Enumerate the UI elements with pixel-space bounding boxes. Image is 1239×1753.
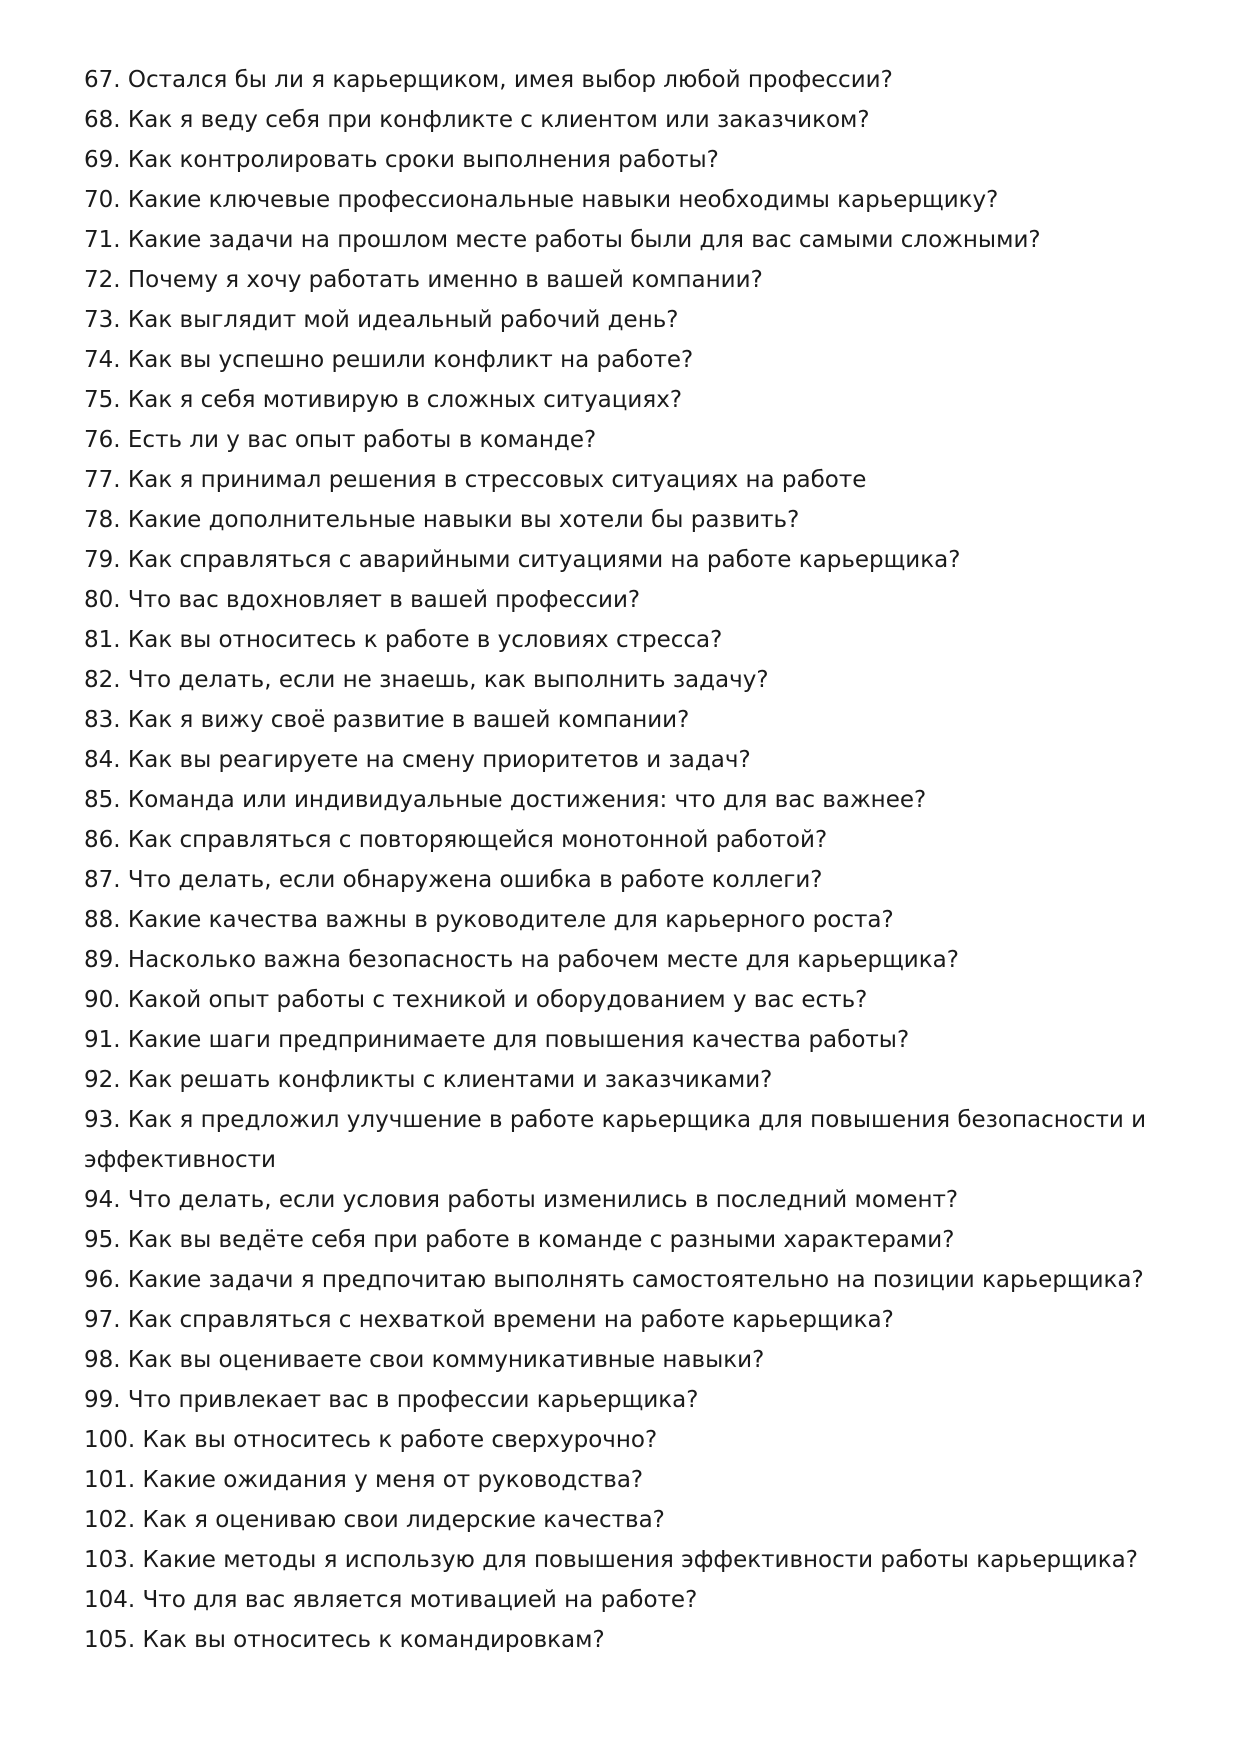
question-number: 86.: [84, 827, 121, 853]
question-text: Что привлекает вас в профессии карьерщика?: [127, 1387, 699, 1413]
question-number: 73.: [84, 307, 121, 333]
question-number: 76.: [84, 427, 121, 453]
question-number: 90.: [84, 987, 121, 1013]
question-number: 80.: [84, 587, 121, 613]
question-item: [84, 140, 1164, 180]
question-number: 84.: [84, 747, 121, 773]
question-item: [84, 1620, 1164, 1660]
question-text: Как я вижу своё развитие в вашей компании?: [127, 707, 690, 733]
question-item: [84, 380, 1164, 420]
question-number: 83.: [84, 707, 121, 733]
question-text: Как вы относитесь к командировкам?: [142, 1627, 605, 1653]
question-item: [84, 620, 1164, 660]
question-number: 99.: [84, 1387, 121, 1413]
question-text: Как справляться с аварийными ситуациями на работе карьерщика?: [127, 547, 961, 573]
question-item: [84, 1100, 1164, 1180]
question-text: Как я оцениваю свои лидерские качества?: [142, 1507, 665, 1533]
question-number: 95.: [84, 1227, 121, 1253]
question-text: Какие ожидания у меня от руководства?: [142, 1467, 644, 1493]
question-item: [84, 660, 1164, 700]
question-number: 85.: [84, 787, 121, 813]
question-number: 77.: [84, 467, 121, 493]
question-text: Какие качества важны в руководителе для карьерного роста?: [127, 907, 894, 933]
question-item: [84, 1260, 1164, 1300]
question-number: 82.: [84, 667, 121, 693]
question-number: 89.: [84, 947, 121, 973]
question-item: [84, 1500, 1164, 1540]
question-item: [84, 220, 1164, 260]
question-number: 79.: [84, 547, 121, 573]
question-item: [84, 1420, 1164, 1460]
question-text: Что для вас является мотивацией на работе?: [142, 1587, 698, 1613]
question-number: 72.: [84, 267, 121, 293]
question-item: [84, 1060, 1164, 1100]
question-text: Как вы успешно решили конфликт на работе?: [127, 347, 694, 373]
question-number: 78.: [84, 507, 121, 533]
question-item: [84, 1460, 1164, 1500]
question-text: Как вы ведёте себя при работе в команде с разными характерами?: [127, 1227, 955, 1253]
question-item: [84, 300, 1164, 340]
question-item: [84, 820, 1164, 860]
question-item: [84, 1300, 1164, 1340]
question-item: [84, 460, 1164, 500]
question-item: [84, 260, 1164, 300]
question-number: 91.: [84, 1027, 121, 1053]
question-text: Какие задачи на прошлом месте работы были для вас самыми сложными?: [127, 227, 1041, 253]
question-item: [84, 1180, 1164, 1220]
question-item: [84, 1020, 1164, 1060]
question-item: [84, 1380, 1164, 1420]
question-number: 97.: [84, 1307, 121, 1333]
question-item: [84, 340, 1164, 380]
question-number: 93.: [84, 1107, 121, 1133]
question-item: [84, 60, 1164, 100]
question-item: [84, 1540, 1164, 1580]
question-text: Как справляться с нехваткой времени на работе карьерщика?: [127, 1307, 894, 1333]
question-text: Как я себя мотивирую в сложных ситуациях?: [127, 387, 683, 413]
question-number: 87.: [84, 867, 121, 893]
question-number: 74.: [84, 347, 121, 373]
question-text: Какой опыт работы с техникой и оборудованием у вас есть?: [127, 987, 868, 1013]
question-item: [84, 740, 1164, 780]
question-text: Как справляться с повторяющейся монотонной работой?: [127, 827, 828, 853]
question-text: Как вы оцениваете свои коммуникативные навыки?: [127, 1347, 765, 1373]
question-text: Что вас вдохновляет в вашей профессии?: [127, 587, 641, 613]
question-number: 75.: [84, 387, 121, 413]
question-number: 71.: [84, 227, 121, 253]
question-text: Есть ли у вас опыт работы в команде?: [127, 427, 597, 453]
question-text: Какие ключевые профессиональные навыки необходимы карьерщику?: [127, 187, 999, 213]
question-number: 98.: [84, 1347, 121, 1373]
question-text: Какие дополнительные навыки вы хотели бы развить?: [127, 507, 800, 533]
question-item: [84, 1220, 1164, 1260]
question-text: Что делать, если обнаружена ошибка в работе коллеги?: [127, 867, 823, 893]
question-text: Как решать конфликты с клиентами и заказчиками?: [127, 1067, 773, 1093]
question-number: 101.: [84, 1467, 136, 1493]
question-text: Насколько важна безопасность на рабочем месте для карьерщика?: [127, 947, 959, 973]
question-text: Какие шаги предпринимаете для повышения качества работы?: [127, 1027, 910, 1053]
question-item: [84, 900, 1164, 940]
question-number: 104.: [84, 1587, 136, 1613]
question-number: 88.: [84, 907, 121, 933]
question-number: 81.: [84, 627, 121, 653]
question-text: Как я принимал решения в стрессовых ситуациях на работе: [127, 467, 867, 493]
question-item: [84, 1580, 1164, 1620]
question-item: [84, 420, 1164, 460]
question-text: Какие методы я использую для повышения эффективности работы карьерщика?: [142, 1547, 1138, 1573]
question-number: 102.: [84, 1507, 136, 1533]
question-item: [84, 700, 1164, 740]
question-text: Остался бы ли я карьерщиком, имея выбор любой профессии?: [127, 67, 893, 93]
question-number: 103.: [84, 1547, 136, 1573]
question-text: Что делать, если условия работы изменились в последний момент?: [127, 1187, 959, 1213]
question-item: [84, 940, 1164, 980]
question-number: 100.: [84, 1427, 136, 1453]
question-text: Как выглядит мой идеальный рабочий день?: [127, 307, 679, 333]
question-item: [84, 180, 1164, 220]
question-item: [84, 860, 1164, 900]
question-text: Как я предложил улучшение в работе карьерщика для повышения безопасности и эффективности: [84, 1107, 1147, 1173]
question-list: [84, 60, 1164, 1660]
question-number: 70.: [84, 187, 121, 213]
question-number: 67.: [84, 67, 121, 93]
question-text: Как я веду себя при конфликте с клиентом или заказчиком?: [127, 107, 870, 133]
question-number: 92.: [84, 1067, 121, 1093]
question-item: [84, 540, 1164, 580]
question-item: [84, 1340, 1164, 1380]
question-item: [84, 100, 1164, 140]
question-text: Как вы реагируете на смену приоритетов и задач?: [127, 747, 751, 773]
question-text: Команда или индивидуальные достижения: что для вас важнее?: [127, 787, 927, 813]
question-item: [84, 580, 1164, 620]
question-text: Почему я хочу работать именно в вашей компании?: [127, 267, 763, 293]
question-number: 96.: [84, 1267, 121, 1293]
question-item: [84, 780, 1164, 820]
question-item: [84, 500, 1164, 540]
question-number: 94.: [84, 1187, 121, 1213]
question-text: Какие задачи я предпочитаю выполнять самостоятельно на позиции карьерщика?: [127, 1267, 1144, 1293]
question-number: 69.: [84, 147, 121, 173]
question-number: 68.: [84, 107, 121, 133]
question-number: 105.: [84, 1627, 136, 1653]
question-text: Как контролировать сроки выполнения работы?: [127, 147, 719, 173]
question-item: [84, 980, 1164, 1020]
question-text: Как вы относитесь к работе сверхурочно?: [142, 1427, 658, 1453]
question-text: Как вы относитесь к работе в условиях стресса?: [127, 627, 723, 653]
question-text: Что делать, если не знаешь, как выполнить задачу?: [127, 667, 769, 693]
